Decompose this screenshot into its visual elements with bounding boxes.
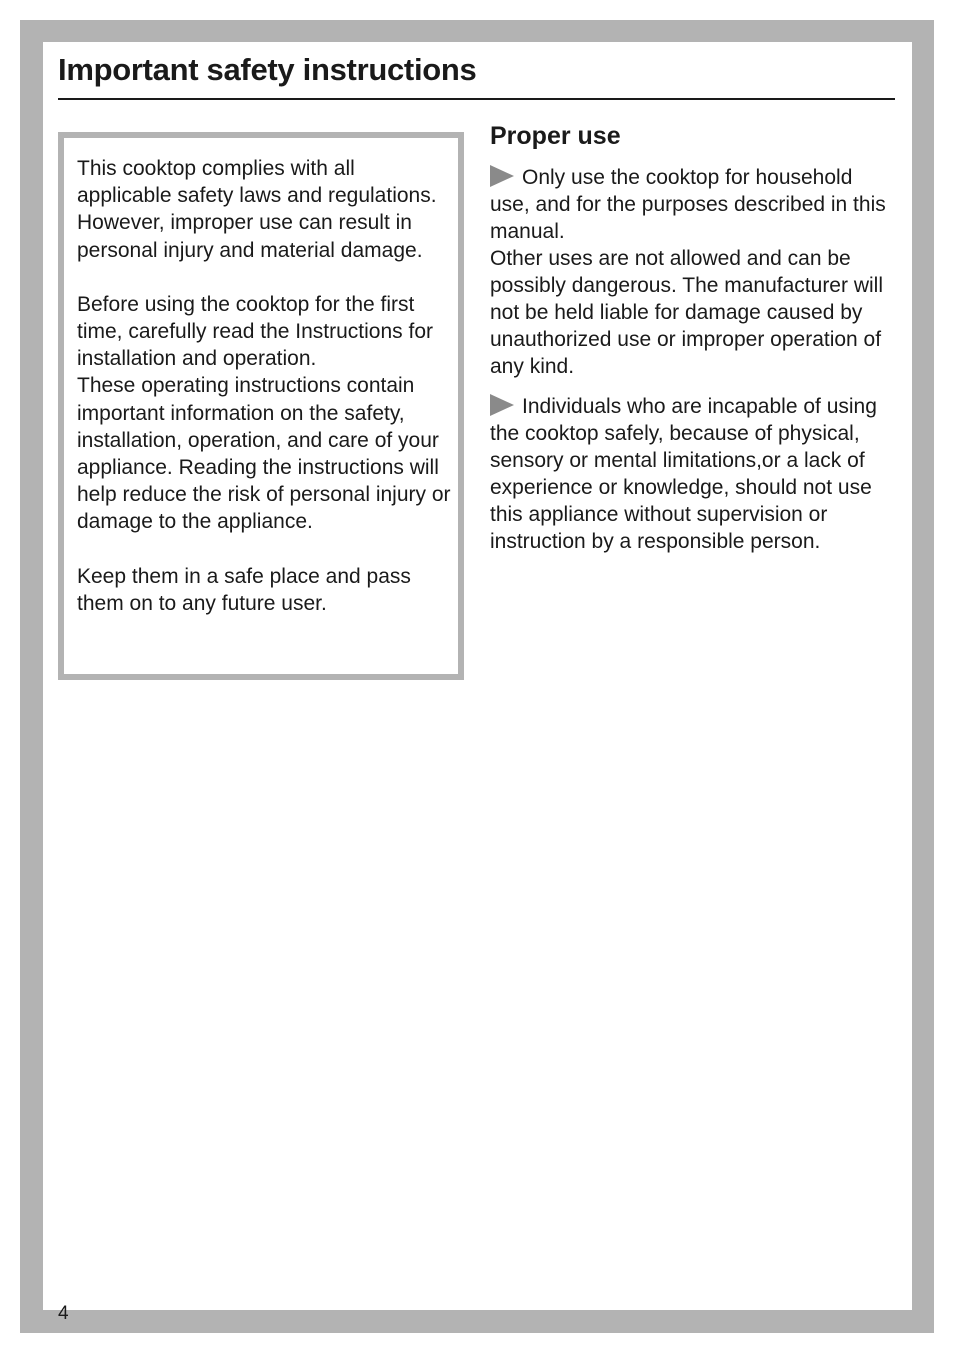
page-title: Important safety instructions [58, 52, 477, 87]
notice-paragraph: Before using the cooktop for the first time, carefully read the Instructions for installation and operation. [77, 292, 433, 371]
page-number: 4 [58, 1303, 69, 1324]
bullet-text: Individuals who are incapable of using the cooktop safely, because of physical, sensory or mental limitations,or a lack of experience or knowledge, should not use this appliance without supervision or instruction by a responsible person. [490, 395, 877, 553]
bullet-continuation: Other uses are not allowed and can be possibly dangerous. The manufacturer will not be held liable for damage caused by unauthorized use or improper operation of any kind. [490, 247, 883, 378]
triangle-bullet-icon [490, 165, 514, 187]
notice-paragraph: Keep them in a safe place and pass them on to any future user. [77, 564, 411, 615]
notice-paragraph: This cooktop complies with all applicable safety laws and regulations. However, improper use can result in personal injury and material damage. [77, 157, 437, 262]
title-divider [58, 98, 895, 100]
section-heading: Proper use [490, 122, 621, 150]
safety-notice-text [77, 155, 455, 617]
list-item [490, 164, 895, 380]
proper-use-section [490, 120, 895, 555]
triangle-bullet-icon [490, 394, 514, 416]
notice-paragraph: These operating instructions contain important information on the safety, installation, operation, and care of your appliance. Reading the instructions will help reduce the risk of personal injury or damage to the appliance. [77, 374, 451, 534]
safety-notice-box [58, 132, 464, 680]
list-item [490, 393, 895, 555]
bullet-text: Only use the cooktop for household use, and for the purposes described in this manual. [490, 166, 886, 243]
